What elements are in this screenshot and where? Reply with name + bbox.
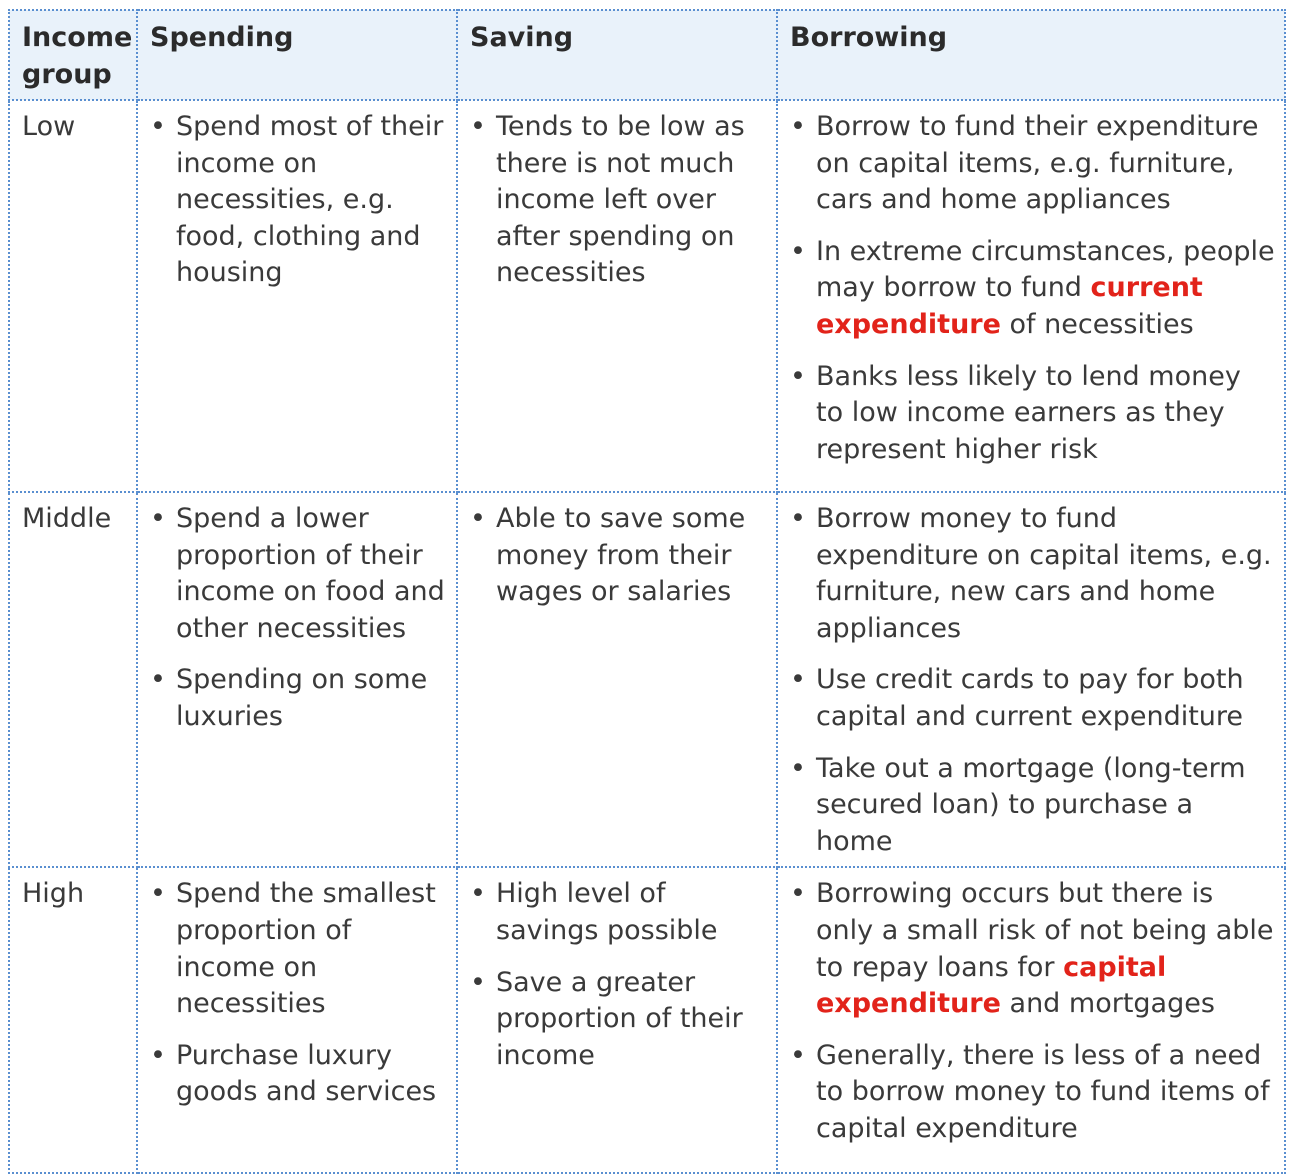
saving-text: Able to save some money from their wages or salaries: [496, 503, 746, 608]
list-item: [786, 501, 1276, 647]
list-item: [786, 1038, 1276, 1148]
list-item: [786, 751, 1276, 861]
header-row: [9, 10, 1285, 100]
spending-cell: [137, 867, 457, 1173]
list-item: [146, 109, 448, 292]
bullet-icon: •: [790, 752, 806, 784]
borrowing-cell: [777, 492, 1285, 867]
bullet-icon: •: [790, 235, 806, 267]
saving-list: [466, 876, 768, 1074]
spending-cell: [137, 100, 457, 492]
spending-list: [146, 876, 448, 1111]
bullet-icon: •: [150, 878, 166, 910]
borrowing-text: In extreme circumstances, people may borrow to fund: [816, 235, 1275, 304]
borrowing-text: of necessities: [1000, 308, 1194, 340]
list-item: [786, 662, 1276, 735]
borrowing-list: [786, 501, 1276, 860]
spending-list: [146, 501, 448, 736]
borrowing-text: Borrow to fund their expenditure on capital items, e.g. furniture, cars and home appliances: [816, 111, 1259, 216]
list-item: [466, 109, 768, 292]
income-group-cell: Low: [9, 100, 137, 492]
spending-text: Purchase luxury goods and services: [176, 1039, 437, 1108]
bullet-icon: •: [150, 664, 166, 696]
spending-text: Spend a lower proportion of their income on food and other necessities: [176, 503, 445, 644]
borrowing-cell: [777, 867, 1285, 1173]
borrowing-list: [786, 876, 1276, 1147]
bullet-icon: •: [790, 878, 806, 910]
saving-text: Save a greater proportion of their income: [496, 966, 743, 1071]
header-saving: Saving: [457, 10, 777, 100]
list-item: [146, 662, 448, 735]
bullet-icon: •: [790, 503, 806, 534]
saving-cell: [457, 492, 777, 867]
saving-list: [466, 501, 768, 611]
income-group-cell: High: [9, 867, 137, 1173]
bullet-icon: •: [150, 111, 166, 142]
list-item: [146, 1038, 448, 1111]
saving-text: High level of savings possible: [496, 878, 718, 946]
income-group-cell: Middle: [9, 492, 137, 867]
spending-text: Spend most of their income on necessities, e.g. food, clothing and housing: [176, 111, 444, 289]
spending-text: Spend the smallest proportion of income on necessities: [176, 878, 436, 1020]
list-item: [786, 109, 1276, 219]
bullet-icon: •: [470, 966, 486, 998]
list-item: [146, 876, 448, 1022]
table-row: [9, 867, 1285, 1173]
saving-cell: [457, 100, 777, 492]
spending-cell: [137, 492, 457, 867]
bullet-icon: •: [150, 1039, 166, 1071]
saving-text: Tends to be low as there is not much income left over after spending on necessities: [496, 111, 745, 289]
spending-text: Spending on some luxuries: [176, 664, 428, 732]
bullet-icon: •: [470, 503, 486, 534]
saving-cell: [457, 867, 777, 1173]
bullet-icon: •: [790, 664, 806, 696]
borrowing-text: Banks less likely to lend money to low income earners as they represent higher risk: [816, 360, 1241, 465]
bullet-icon: •: [470, 111, 486, 142]
list-item: [146, 501, 448, 647]
bullet-icon: •: [790, 111, 806, 142]
header-spending: Spending: [137, 10, 457, 100]
list-item: [466, 876, 768, 949]
list-item: [786, 234, 1276, 344]
saving-list: [466, 109, 768, 292]
borrowing-text: and mortgages: [1000, 988, 1215, 1020]
income-spending-table: [8, 9, 1286, 1174]
bullet-icon: •: [470, 878, 486, 910]
spending-list: [146, 109, 448, 292]
bullet-icon: •: [150, 503, 166, 534]
header-borrowing: Borrowing: [777, 10, 1285, 100]
table-row: [9, 100, 1285, 492]
list-item: [786, 876, 1276, 1022]
list-item: [466, 501, 768, 611]
borrowing-text: Take out a mortgage (long-term secured loan) to purchase a home: [816, 752, 1246, 857]
bullet-icon: •: [790, 1039, 806, 1071]
table-row: [9, 492, 1285, 867]
borrowing-text: Use credit cards to pay for both capital and current expenditure: [816, 664, 1244, 732]
key-term-highlight: current expenditure: [816, 272, 1203, 340]
borrowing-text: Borrowing occurs but there is only a small risk of not being able to repay loans for: [816, 878, 1274, 983]
borrowing-cell: [777, 100, 1285, 492]
borrowing-text: Generally, there is less of a need to borrow money to fund items of capital expenditure: [816, 1039, 1270, 1144]
header-income-group: Income group: [9, 10, 137, 100]
list-item: [466, 965, 768, 1075]
list-item: [786, 359, 1276, 469]
key-term-highlight: capital expenditure: [816, 951, 1167, 1020]
borrowing-text: Borrow money to fund expenditure on capital items, e.g. furniture, new cars and home appliances: [816, 503, 1272, 644]
bullet-icon: •: [790, 360, 806, 392]
borrowing-list: [786, 109, 1276, 468]
